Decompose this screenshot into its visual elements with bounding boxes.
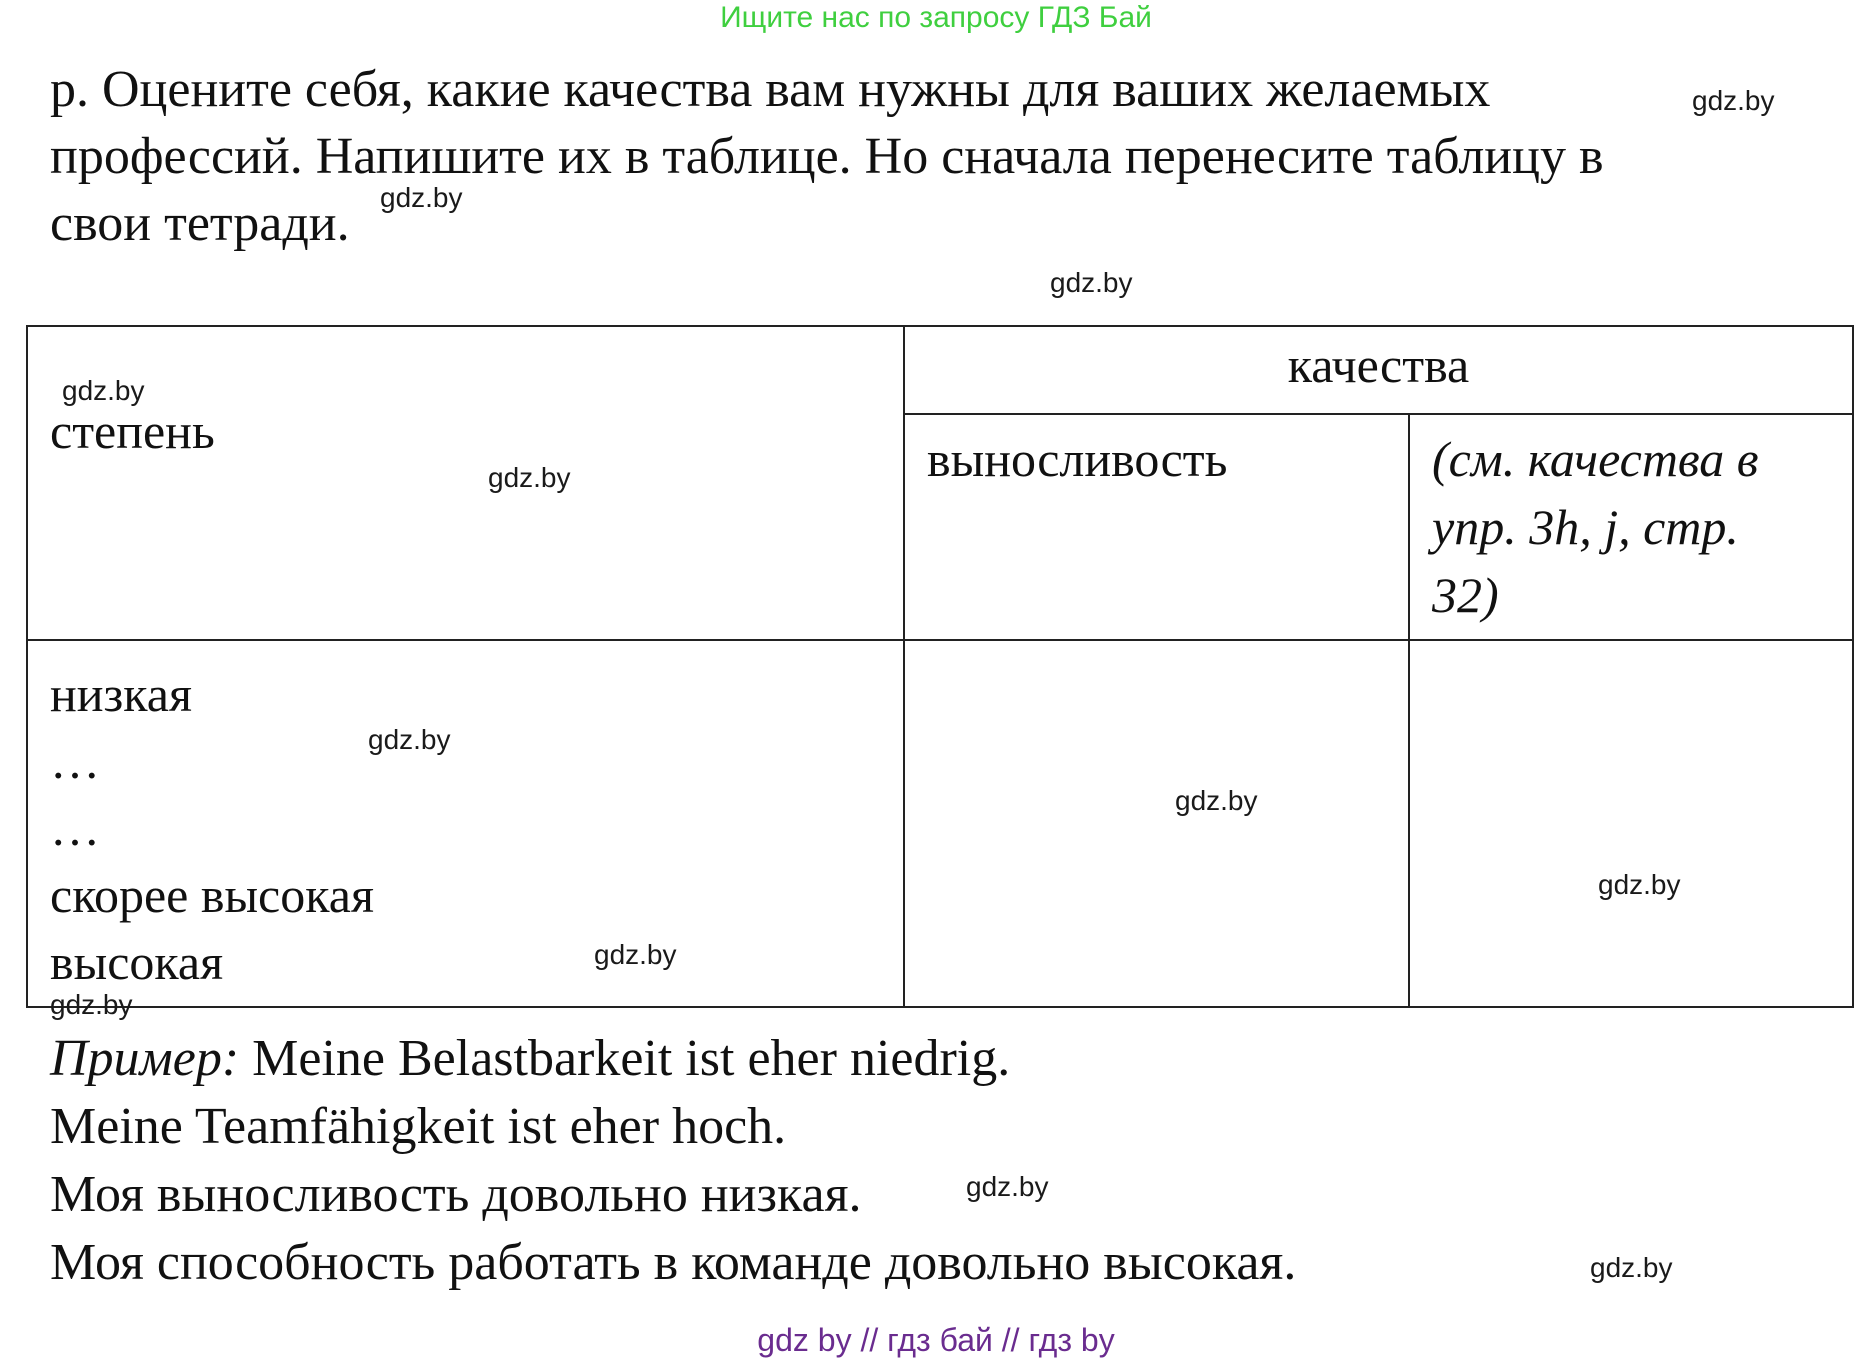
- quality-2-cell: [1409, 414, 1853, 640]
- level-item: …: [50, 733, 100, 789]
- levels-list: [28, 641, 903, 1006]
- watermark: gdz.by: [380, 182, 463, 213]
- watermark: gdz.by: [62, 375, 145, 406]
- task-line: профессий. Напишите их в таблице. Но сначала перенесите таблицу в: [50, 128, 1604, 185]
- watermark: gdz.by: [368, 724, 451, 755]
- example-label: Пример:: [50, 1030, 240, 1087]
- empty-cell: [1409, 640, 1853, 1007]
- watermark: gdz.by: [594, 939, 677, 970]
- quality-2-line: 32): [1432, 567, 1499, 623]
- degree-header: степень: [50, 403, 215, 459]
- task-line: p. Оцените себя, какие качества вам нужны для ваших желаемых: [50, 61, 1491, 118]
- quality-2-line: упр. 3h, j, стр.: [1432, 499, 1739, 555]
- empty-cell: [904, 640, 1409, 1007]
- watermark: gdz.by: [50, 989, 133, 1020]
- example-line: Моя выносливость довольно низкая.: [50, 1166, 862, 1223]
- quality-1-cell: [904, 414, 1409, 640]
- level-item: высокая: [50, 934, 224, 990]
- top-banner[interactable]: Ищите нас по запросу ГДЗ Бай: [720, 1, 1152, 34]
- levels-cell: [27, 640, 904, 1007]
- watermark: gdz.by: [1692, 85, 1775, 116]
- example-line: Моя способность работать в команде довольно высокая.: [50, 1234, 1297, 1291]
- example-block: [50, 1025, 1830, 1297]
- quality-1: выносливость: [927, 431, 1228, 487]
- watermark: gdz.by: [1590, 1252, 1673, 1283]
- degree-header-cell: [27, 326, 904, 640]
- qualities-header-cell: [904, 326, 1853, 414]
- watermark: gdz.by: [1598, 869, 1681, 900]
- task-line: свои тетради.: [50, 195, 350, 252]
- task-text: [50, 56, 1830, 257]
- example-line: Meine Teamfähigkeit ist eher hoch.: [50, 1098, 787, 1155]
- watermark: gdz.by: [1175, 785, 1258, 816]
- level-item: …: [50, 800, 100, 856]
- footer-links[interactable]: gdz by // гдз бай // гдз by: [757, 1322, 1115, 1358]
- example-line-text: Meine Belastbarkeit ist eher niedrig.: [239, 1030, 1011, 1087]
- level-item: скорее высокая: [50, 867, 374, 923]
- qualities-header: качества: [1287, 337, 1470, 393]
- example-line: [50, 1025, 1830, 1093]
- watermark: gdz.by: [1050, 267, 1133, 298]
- quality-2: [1410, 415, 1852, 639]
- level-item: низкая: [50, 666, 192, 722]
- qualities-table: [26, 325, 1854, 1008]
- watermark: gdz.by: [966, 1171, 1049, 1202]
- quality-2-line: (см. качества в: [1432, 431, 1759, 487]
- watermark: gdz.by: [488, 462, 571, 493]
